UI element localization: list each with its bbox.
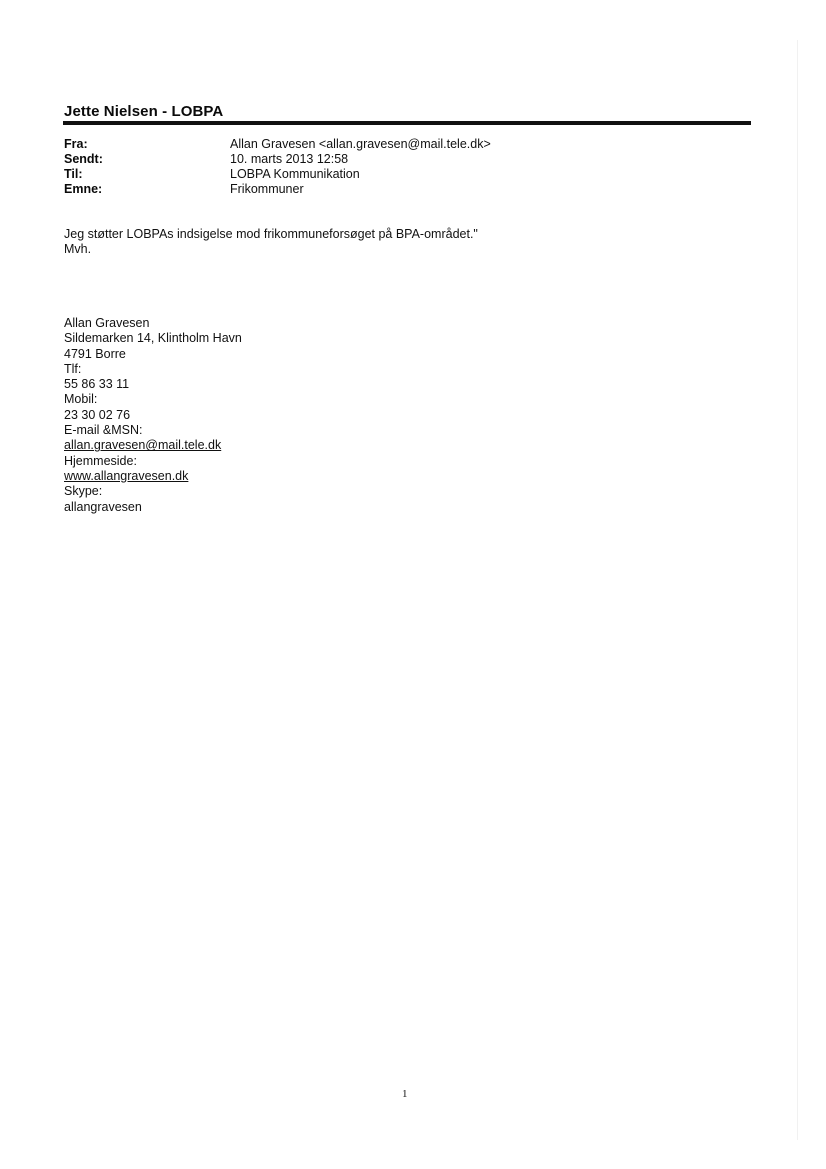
signature-homepage-label: Hjemmeside: <box>64 453 137 468</box>
email-body <box>64 227 478 257</box>
signature-skype-label: Skype: <box>64 484 103 499</box>
page-number: 1 <box>402 1088 408 1100</box>
header-row-subject <box>64 182 744 197</box>
header-row-to <box>64 167 744 182</box>
header-row-sent <box>64 152 744 167</box>
header-value-from: Allan Gravesen <allan.gravesen@mail.tele.dk> <box>230 137 491 151</box>
header-label-sent: Sendt: <box>64 152 103 166</box>
header-value-subject: Frikommuner <box>230 182 304 196</box>
header-label-subject: Emne: <box>64 182 103 196</box>
signature-mobile: 23 30 02 76 <box>64 407 131 422</box>
scan-edge-shadow <box>797 40 798 1140</box>
signature-email-label: E-mail &MSN: <box>64 423 143 438</box>
email-signature <box>64 316 242 515</box>
header-row-from <box>64 137 744 152</box>
title-underline-rule <box>63 121 751 125</box>
body-line-statement: Jeg støtter LOBPAs indsigelse mod frikommuneforsøget på BPA-området." <box>64 227 478 241</box>
signature-phone-label: Tlf: <box>64 361 82 376</box>
email-header-block <box>64 137 744 197</box>
signature-city: 4791 Borre <box>64 346 126 361</box>
signature-homepage-link[interactable]: www.allangravesen.dk <box>64 468 189 483</box>
body-line-closing: Mvh. <box>64 242 92 256</box>
header-value-to: LOBPA Kommunikation <box>230 167 360 181</box>
header-value-sent: 10. marts 2013 12:58 <box>230 152 349 166</box>
signature-street: Sildemarken 14, Klintholm Havn <box>64 331 242 346</box>
signature-email-link[interactable]: allan.gravesen@mail.tele.dk <box>64 438 222 453</box>
header-label-from: Fra: <box>64 137 88 151</box>
header-label-to: Til: <box>64 167 83 181</box>
signature-phone: 55 86 33 11 <box>64 377 130 392</box>
signature-skype: allangravesen <box>64 499 142 514</box>
signature-name: Allan Gravesen <box>64 316 150 330</box>
signature-mobile-label: Mobil: <box>64 392 98 407</box>
document-title: Jette Nielsen - LOBPA <box>64 103 224 120</box>
